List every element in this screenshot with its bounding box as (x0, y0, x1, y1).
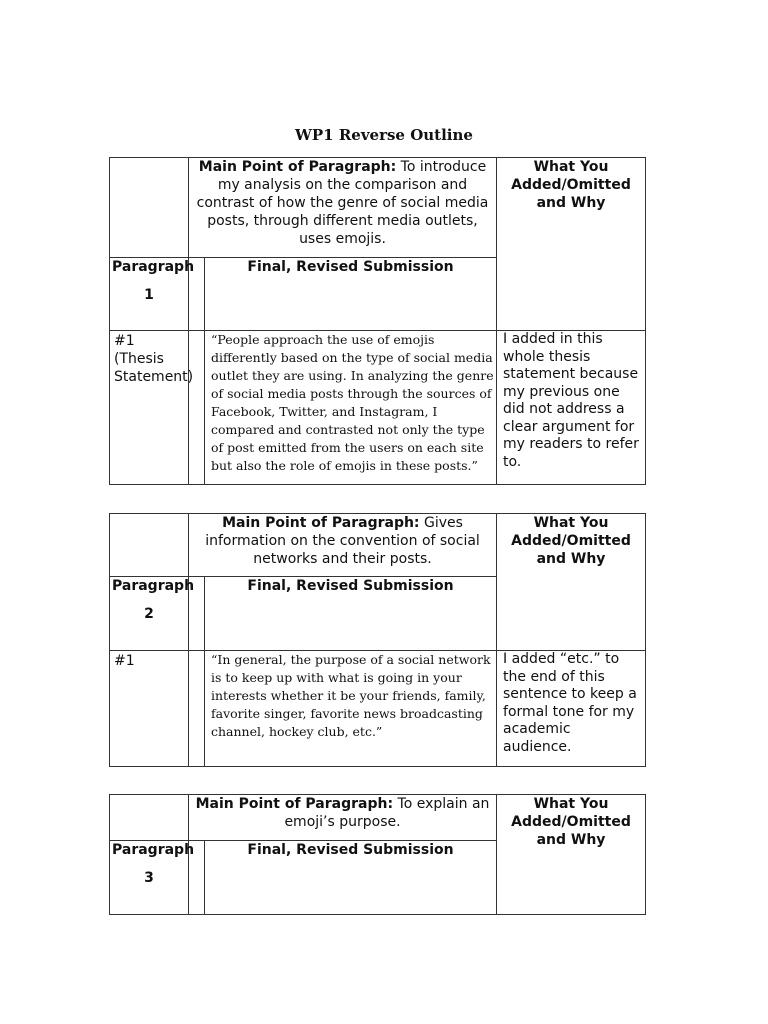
paragraph-number: 3 (144, 870, 154, 886)
main-point-text: Gives information on the convention of social networks and their posts. (205, 515, 480, 567)
quote-cell (205, 331, 497, 485)
quote-cell (205, 651, 497, 767)
paragraph-label-cell (110, 841, 195, 915)
outline-table-paragraph-1 (109, 157, 646, 485)
document-title: WP1 Reverse Outline (295, 126, 473, 144)
why-text-cell (497, 651, 646, 767)
main-point-label: Main Point of Paragraph: (222, 515, 420, 531)
why-header-cell (497, 158, 646, 331)
final-revised-header: Final, Revised Submission (247, 842, 454, 858)
why-explanation: I added “etc.” to the end of this sentence to keep a formal tone for my academic audience. (503, 651, 637, 755)
gap-cell (189, 651, 205, 767)
main-point-text: To explain an emoji’s purpose. (284, 796, 490, 830)
empty-label-cell (110, 795, 189, 841)
paragraph-label-cell (110, 258, 195, 331)
gap-cell (189, 331, 205, 485)
paragraph-number: 2 (144, 606, 154, 622)
revised-quote: “People approach the use of emojis differently based on the type of social media outlet they are using. In analyzing the genre of social media posts through the sources of Facebook, Twitter, and Instagram, I compared and contrasted not only the type of post emitted from the users on each site but also the role of emojis in these posts.” (211, 332, 494, 473)
final-revised-header: Final, Revised Submission (247, 259, 454, 275)
paragraph-label: Paragraph (112, 578, 195, 594)
main-point-cell (189, 795, 497, 841)
why-header: What You Added/Omitted and Why (511, 515, 631, 567)
paragraph-label-cell (110, 577, 195, 651)
row-label-cell (110, 331, 194, 485)
main-point-cell (189, 514, 497, 577)
final-revised-header: Final, Revised Submission (247, 578, 454, 594)
main-point-text: To introduce my analysis on the comparison and contrast of how the genre of social media posts, through different media outlets, uses emojis. (196, 159, 489, 247)
main-point-label: Main Point of Paragraph: (198, 159, 397, 175)
why-text-cell (497, 331, 646, 485)
row-label: #1 (Thesis Statement) (114, 333, 194, 385)
main-point-cell (189, 158, 497, 258)
final-header-cell (205, 577, 497, 651)
empty-label-cell (110, 158, 189, 258)
row-label-cell (110, 651, 189, 767)
paragraph-label: Paragraph (112, 842, 195, 858)
paragraph-label: Paragraph (112, 259, 195, 275)
empty-label-cell (110, 514, 189, 577)
final-header-cell (205, 258, 497, 331)
outline-table-paragraph-2 (109, 513, 646, 767)
main-point-label: Main Point of Paragraph: (195, 796, 394, 812)
revised-quote: “In general, the purpose of a social network is to keep up with what is going in your interests whether it be your friends, family, favorite singer, favorite news broadcasting channel, hockey club, etc.” (211, 652, 491, 739)
why-header-cell (497, 795, 646, 915)
why-explanation: I added in this whole thesis statement because my previous one did not address a clear argument for my readers to refer to. (503, 331, 639, 470)
why-header-cell (497, 514, 646, 651)
paragraph-number: 1 (144, 287, 154, 303)
outline-table-paragraph-3 (109, 794, 646, 915)
row-label: #1 (114, 653, 135, 669)
final-header-cell (205, 841, 497, 915)
why-header: What You Added/Omitted and Why (511, 159, 631, 211)
why-header: What You Added/Omitted and Why (511, 796, 631, 848)
